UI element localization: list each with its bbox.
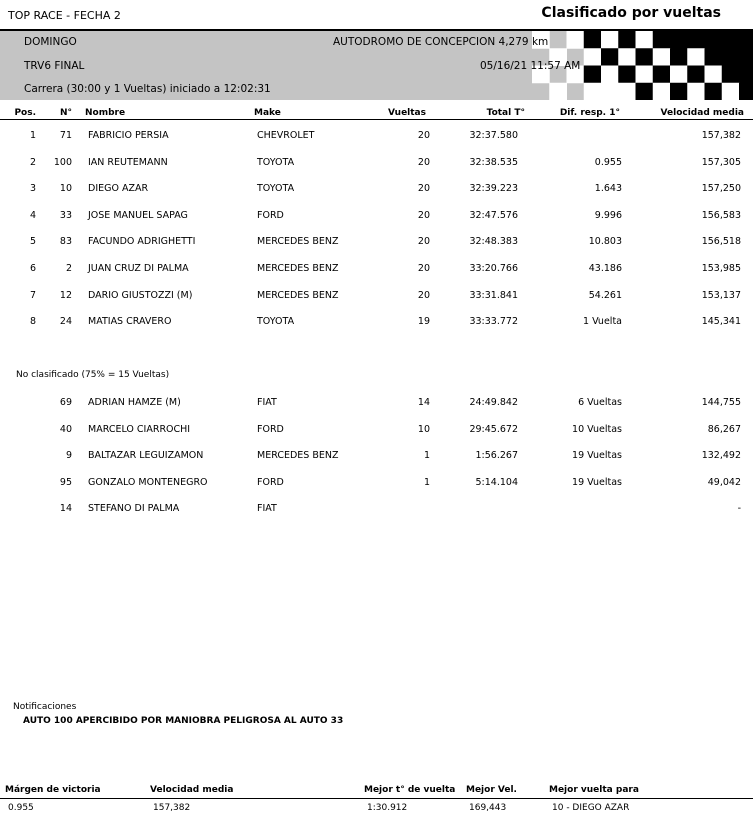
cell-difference: 19 Vueltas bbox=[572, 476, 622, 488]
cell-number: 83 bbox=[59, 236, 72, 248]
cell-pos: 8 bbox=[29, 316, 36, 328]
summary-header-best-lap: Mejor t° de vuelta bbox=[364, 785, 456, 795]
cell-number: 40 bbox=[59, 423, 72, 435]
cell-name: IAN REUTEMANN bbox=[88, 156, 168, 168]
cell-average-speed: 86,267 bbox=[707, 423, 741, 435]
race-info: Carrera (30:00 y 1 Vueltas) iniciado a 12:02:31 bbox=[24, 83, 271, 95]
cell-pos: 3 bbox=[29, 183, 36, 195]
cell-number: 12 bbox=[59, 289, 72, 301]
cell-name: GONZALO MONTENEGRO bbox=[88, 476, 208, 488]
cell-make: FIAT bbox=[257, 397, 277, 408]
cell-total-time: 1:56.267 bbox=[475, 450, 518, 462]
summary-header-best-lap-for: Mejor vuelta para bbox=[549, 785, 639, 795]
cell-number: 71 bbox=[59, 130, 72, 141]
cell-average-speed: 157,382 bbox=[701, 130, 741, 141]
cell-difference: 0.955 bbox=[594, 156, 622, 168]
col-header-laps: Vueltas bbox=[388, 108, 426, 118]
cell-name: JOSE MANUEL SAPAG bbox=[88, 209, 188, 221]
cell-laps: 1 bbox=[423, 450, 430, 462]
event-day: DOMINGO bbox=[24, 36, 77, 48]
cell-make: FORD bbox=[257, 476, 284, 488]
cell-name: MATIAS CRAVERO bbox=[88, 316, 172, 328]
cell-pos: 4 bbox=[29, 209, 36, 221]
cell-total-time: 33:33.772 bbox=[469, 316, 518, 328]
cell-average-speed: 153,985 bbox=[701, 263, 741, 274]
col-header-difference: Dif. resp. 1° bbox=[559, 108, 620, 118]
cell-total-time: 33:31.841 bbox=[469, 289, 518, 301]
cell-total-time: 32:48.383 bbox=[469, 236, 518, 248]
summary-header-best-speed: Mejor Vel. bbox=[466, 785, 517, 795]
cell-number: 69 bbox=[59, 397, 72, 408]
cell-make: CHEVROLET bbox=[257, 130, 315, 141]
cell-average-speed: 49,042 bbox=[707, 476, 741, 488]
cell-difference: 6 Vueltas bbox=[578, 397, 622, 408]
cell-pos: 6 bbox=[29, 263, 36, 274]
cell-name: STEFANO DI PALMA bbox=[88, 503, 180, 515]
col-header-number: N° bbox=[59, 108, 72, 118]
cell-laps: 1 bbox=[423, 476, 430, 488]
cell-laps: 20 bbox=[417, 209, 430, 221]
cell-average-speed: 153,137 bbox=[701, 289, 741, 301]
cell-laps: 19 bbox=[417, 316, 430, 328]
cell-name: DIEGO AZAR bbox=[88, 183, 149, 195]
cell-make: TOYOTA bbox=[257, 183, 295, 195]
cell-laps: 20 bbox=[417, 263, 430, 274]
circuit-name: AUTODROMO DE CONCEPCION 4,279 km bbox=[333, 36, 549, 48]
cell-difference: 9.996 bbox=[594, 209, 622, 221]
cell-difference: 10 Vueltas bbox=[572, 423, 622, 435]
cell-laps: 20 bbox=[417, 156, 430, 168]
report-datetime: 05/16/21 11:57 AM bbox=[480, 60, 581, 72]
cell-difference: 19 Vueltas bbox=[572, 450, 622, 462]
cell-name: ADRIAN HAMZE (M) bbox=[88, 397, 181, 408]
cell-name: BALTAZAR LEGUIZAMON bbox=[88, 450, 204, 462]
cell-difference: 1 Vuelta bbox=[583, 316, 622, 328]
cell-number: 14 bbox=[59, 503, 72, 515]
cell-total-time: 29:45.672 bbox=[469, 423, 518, 435]
cell-number: 24 bbox=[59, 316, 72, 328]
col-header-total-time: Total T° bbox=[486, 108, 525, 118]
cell-difference: 43.186 bbox=[588, 263, 622, 274]
cell-laps: 14 bbox=[417, 397, 430, 408]
cell-number: 100 bbox=[53, 156, 72, 168]
cell-name: JUAN CRUZ DI PALMA bbox=[88, 263, 189, 274]
cell-average-speed: 156,583 bbox=[701, 209, 741, 221]
summary-header-margin: Márgen de victoria bbox=[5, 785, 101, 795]
cell-make: MERCEDES BENZ bbox=[257, 236, 339, 248]
cell-total-time: 32:47.576 bbox=[469, 209, 518, 221]
cell-laps: 20 bbox=[417, 130, 430, 141]
cell-difference: 10.803 bbox=[588, 236, 622, 248]
cell-name: MARCELO CIARROCHI bbox=[88, 423, 191, 435]
col-header-name: Nombre bbox=[85, 108, 126, 118]
cell-make: FIAT bbox=[257, 503, 277, 515]
notification-text: AUTO 100 APERCIBIDO POR MANIOBRA PELIGROSA AL AUTO 33 bbox=[23, 716, 344, 726]
report-type-title: Clasificado por vueltas bbox=[541, 5, 721, 21]
cell-difference: 1.643 bbox=[594, 183, 622, 195]
cell-average-speed: 145,341 bbox=[701, 316, 741, 328]
cell-total-time: 5:14.104 bbox=[475, 476, 518, 488]
summary-speed-value: 157,382 bbox=[153, 803, 191, 813]
col-header-make: Make bbox=[254, 108, 281, 118]
cell-make: TOYOTA bbox=[257, 156, 295, 168]
cell-make: FORD bbox=[257, 423, 284, 435]
cell-name: DARIO GIUSTOZZI (M) bbox=[88, 289, 193, 301]
cell-name: FABRICIO PERSIA bbox=[88, 130, 169, 141]
cell-average-speed: 157,250 bbox=[701, 183, 741, 195]
cell-make: MERCEDES BENZ bbox=[257, 263, 339, 274]
col-header-average-speed: Velocidad media bbox=[660, 108, 744, 118]
cell-name: FACUNDO ADRIGHETTI bbox=[88, 236, 196, 248]
cell-pos: 1 bbox=[29, 130, 36, 141]
cell-make: MERCEDES BENZ bbox=[257, 450, 339, 462]
cell-total-time: 24:49.842 bbox=[469, 397, 518, 408]
summary-best-speed-value: 169,443 bbox=[469, 803, 507, 813]
notifications-label: Notificaciones bbox=[13, 702, 77, 712]
column-header-divider bbox=[0, 119, 753, 120]
cell-number: 10 bbox=[59, 183, 72, 195]
cell-average-speed: 132,492 bbox=[701, 450, 741, 462]
col-header-pos: Pos. bbox=[14, 108, 36, 118]
cell-make: FORD bbox=[257, 209, 284, 221]
cell-average-speed: - bbox=[737, 503, 741, 515]
cell-number: 2 bbox=[65, 263, 72, 274]
cell-pos: 7 bbox=[29, 289, 36, 301]
cell-pos: 5 bbox=[29, 236, 36, 248]
cell-difference: 54.261 bbox=[588, 289, 622, 301]
summary-best-lap-value: 1:30.912 bbox=[367, 803, 408, 813]
cell-number: 95 bbox=[59, 476, 72, 488]
summary-margin-value: 0.955 bbox=[8, 803, 34, 813]
category-name: TRV6 FINAL bbox=[24, 60, 85, 72]
summary-divider bbox=[0, 798, 753, 799]
summary-best-lap-for-value: 10 - DIEGO AZAR bbox=[552, 803, 630, 813]
cell-laps: 20 bbox=[417, 183, 430, 195]
document-title: TOP RACE - FECHA 2 bbox=[8, 9, 121, 22]
cell-laps: 10 bbox=[417, 423, 430, 435]
cell-total-time: 32:38.535 bbox=[469, 156, 518, 168]
cell-total-time: 32:39.223 bbox=[469, 183, 518, 195]
cell-laps: 20 bbox=[417, 236, 430, 248]
cell-number: 9 bbox=[65, 450, 72, 462]
cell-average-speed: 144,755 bbox=[701, 397, 741, 408]
not-classified-label: No clasificado (75% = 15 Vueltas) bbox=[16, 370, 170, 380]
cell-make: MERCEDES BENZ bbox=[257, 289, 339, 301]
cell-number: 33 bbox=[59, 209, 72, 221]
cell-average-speed: 156,518 bbox=[701, 236, 741, 248]
cell-average-speed: 157,305 bbox=[701, 156, 741, 168]
cell-total-time: 33:20.766 bbox=[469, 263, 518, 274]
cell-total-time: 32:37.580 bbox=[469, 130, 518, 141]
cell-laps: 20 bbox=[417, 289, 430, 301]
cell-pos: 2 bbox=[29, 156, 36, 168]
cell-make: TOYOTA bbox=[257, 316, 295, 328]
summary-header-speed: Velocidad media bbox=[150, 785, 234, 795]
